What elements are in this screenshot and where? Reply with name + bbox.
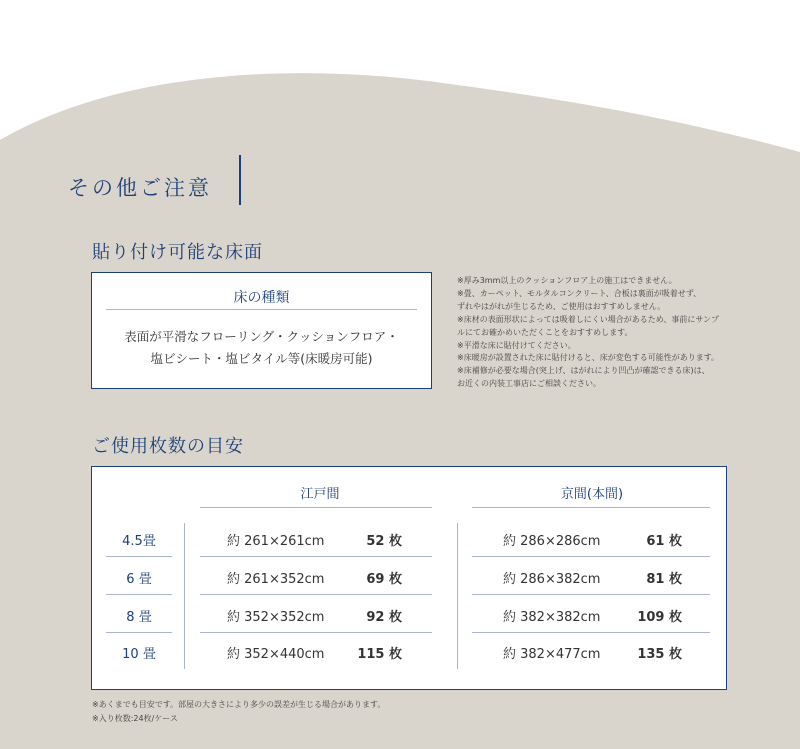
kyo-size: 約 286×286cm bbox=[503, 534, 601, 549]
kyo-count: 81 枚 bbox=[646, 572, 682, 587]
note-line: ※床材の表面形状によっては吸着しにくい場合があるため、事前にサンプ bbox=[457, 314, 719, 324]
edo-size: 約 261×261cm bbox=[227, 534, 325, 549]
edo-size: 約 261×352cm bbox=[227, 572, 325, 587]
edo-count: 52 枚 bbox=[366, 534, 402, 549]
row-rule bbox=[472, 632, 710, 633]
note-line: ※厚み3mm以上のクッションフロア上の施工はできません。 bbox=[457, 276, 677, 285]
floor-type-line-2: 塩ビシート・塩ビタイル等(床暖房可能) bbox=[150, 351, 373, 366]
page-title: その他ご注意 bbox=[68, 176, 212, 200]
edo-size: 約 352×440cm bbox=[227, 647, 325, 662]
note-line: ※平滑な床に貼付けてください。 bbox=[457, 340, 576, 350]
row-rule bbox=[472, 594, 710, 595]
column-header-edo: 江戸間 bbox=[300, 487, 340, 502]
edo-size: 約 352×352cm bbox=[227, 610, 325, 625]
kyo-size: 約 382×477cm bbox=[503, 647, 601, 662]
floor-box-divider bbox=[106, 309, 417, 310]
usage-heading: ご使用枚数の目安 bbox=[92, 436, 244, 457]
row-rule bbox=[472, 556, 710, 557]
row-label-8-jo: 8 畳 bbox=[126, 610, 152, 625]
note-line: ※床暖房が設置された床に貼付けると、床が変色する可能性があります。 bbox=[457, 353, 720, 363]
kyo-count: 61 枚 bbox=[646, 534, 682, 549]
footnote-estimate: ※あくまでも目安です。部屋の大きさにより多少の誤差が生じる場合があります。 bbox=[92, 700, 386, 709]
floor-type-line-1: 表面が平滑なフローリング・クッションフロア・ bbox=[124, 329, 399, 344]
title-divider bbox=[239, 155, 241, 205]
kyo-size: 約 382×382cm bbox=[503, 610, 601, 625]
floor-notes bbox=[457, 275, 757, 391]
row-rule bbox=[200, 594, 432, 595]
footnote-case-count: ※入り枚数:24枚/ケース bbox=[92, 714, 178, 723]
row-rule bbox=[200, 632, 432, 633]
floor-type-box bbox=[91, 272, 432, 389]
floor-box-title: 床の種類 bbox=[233, 290, 290, 306]
row-label-10-jo: 10 畳 bbox=[122, 647, 156, 662]
edo-count: 92 枚 bbox=[366, 610, 402, 625]
column-header-rule bbox=[472, 507, 710, 508]
column-header-kyo: 京間(本間) bbox=[560, 487, 624, 502]
note-line: ※畳、カーペット、モルタルコンクリート、合板は裏面が吸着せず、 bbox=[457, 288, 702, 298]
column-header-rule bbox=[200, 507, 432, 508]
row-label-4-5-jo: 4.5畳 bbox=[122, 534, 156, 549]
note-line: お近くの内装工事店にご相談ください。 bbox=[457, 379, 601, 389]
row-rule bbox=[106, 556, 172, 557]
kyo-size: 約 286×382cm bbox=[503, 572, 601, 587]
edo-count: 69 枚 bbox=[366, 572, 402, 587]
note-line: ずれやはがれが生じるため、ご使用はおすすめしません。 bbox=[457, 301, 666, 311]
floor-heading: 貼り付け可能な床面 bbox=[92, 242, 263, 263]
column-divider bbox=[457, 523, 458, 669]
note-line: ルにてお確かめいただくことをおすすめします。 bbox=[457, 327, 633, 337]
row-rule bbox=[106, 632, 172, 633]
usage-table bbox=[91, 466, 727, 690]
column-divider bbox=[184, 523, 185, 669]
row-rule bbox=[200, 556, 432, 557]
row-label-6-jo: 6 畳 bbox=[126, 572, 152, 587]
kyo-count: 135 枚 bbox=[637, 647, 682, 662]
edo-count: 115 枚 bbox=[357, 647, 402, 662]
kyo-count: 109 枚 bbox=[637, 610, 682, 625]
note-line: ※床補修が必要な場合(突上げ、はがれにより凹凸が確認できる床)は、 bbox=[457, 366, 710, 376]
row-rule bbox=[106, 594, 172, 595]
